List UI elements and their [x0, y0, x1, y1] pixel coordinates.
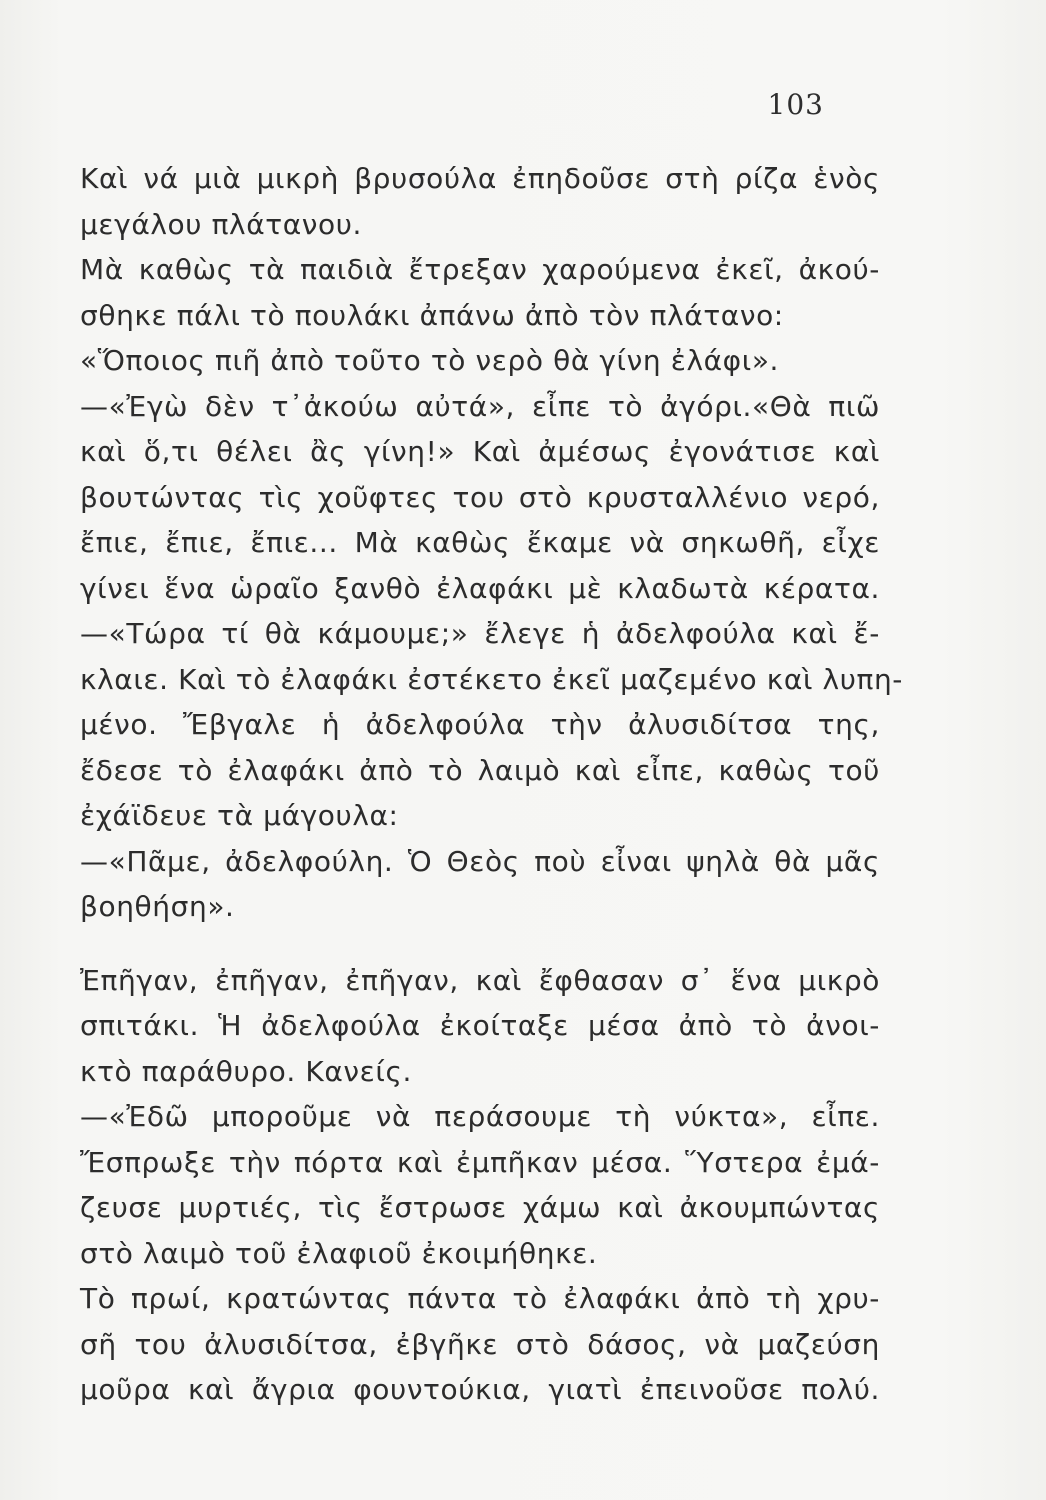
- text-line: Ἔσπρωξε τὴν πόρτα καὶ ἐμπῆκαν μέσα. Ὕστερα ἐμά-: [80, 1145, 880, 1179]
- text-line: Μὰ καθὼς τὰ παιδιὰ ἔτρεξαν χαρούμενα ἐκεῖ, ἀκού-: [80, 253, 880, 286]
- page-number: 103: [767, 88, 824, 121]
- text-line: ἔδεσε τὸ ἐλαφάκι ἀπὸ τὸ λαιμὸ καὶ εἶπε, καθὼς τοῦ: [80, 753, 880, 787]
- text-line: «Ὅποιος πιῆ ἀπὸ τοῦτο τὸ νερὸ θὰ γίνη ἐλάφι».: [80, 344, 780, 377]
- text-line: Τὸ πρωί, κρατώντας πάντα τὸ ἐλαφάκι ἀπὸ τὴ χρυ-: [80, 1282, 880, 1315]
- text-line: Καὶ νά μιὰ μικρὴ βρυσούλα ἐπηδοῦσε στὴ ρίζα ἑνὸς: [80, 162, 880, 195]
- text-line: κλαιε. Καὶ τὸ ἐλαφάκι ἐστέκετο ἐκεῖ μαζεμένο καὶ λυπη-: [80, 662, 904, 696]
- text-line: βουτώντας τὶς χοῦφτες του στὸ κρυσταλλένιο νερό,: [80, 480, 880, 514]
- body-text: [80, 156, 904, 1413]
- section-gap: [80, 930, 880, 958]
- text-line: καὶ ὅ,τι θέλει ἂς γίνη!» Καὶ ἀμέσως ἐγονάτισε καὶ: [80, 435, 880, 468]
- text-line: —«Πᾶμε, ἀδελφούλη. Ὁ Θεὸς ποὺ εἶναι ψηλὰ θὰ μᾶς: [80, 844, 880, 878]
- text-line: μένο. Ἔβγαλε ἡ ἀδελφούλα τὴν ἀλυσιδίτσα της,: [80, 708, 880, 741]
- text-line: —«Ἐγὼ δὲν τ᾿ἀκούω αὐτά», εἶπε τὸ ἀγόρι.«Θὰ πιῶ: [80, 389, 880, 423]
- text-line: ἐχάϊδευε τὰ μάγουλα:: [80, 799, 399, 832]
- text-line: ἔπιε, ἔπιε, ἔπιε... Μὰ καθὼς ἔκαμε νὰ σηκωθῆ, εἶχε: [80, 526, 880, 559]
- text-line: μοῦρα καὶ ἄγρια φουντούκια, γιατὶ ἐπεινοῦσε πολύ.: [80, 1373, 880, 1406]
- text-line: στὸ λαιμὸ τοῦ ἐλαφιοῦ ἐκοιμήθηκε.: [80, 1236, 598, 1270]
- text-line: μεγάλου πλάτανου.: [80, 207, 363, 241]
- text-line: σπιτάκι. Ἡ ἀδελφούλα ἐκοίταξε μέσα ἀπὸ τὸ ἀνοι-: [80, 1009, 880, 1042]
- text-line: κτὸ παράθυρο. Κανείς.: [80, 1054, 412, 1088]
- text-line: σθηκε πάλι τὸ πουλάκι ἀπάνω ἀπὸ τὸν πλάτανο:: [80, 298, 784, 332]
- text-line: Ἐπῆγαν, ἐπῆγαν, ἐπῆγαν, καὶ ἔφθασαν σ᾿ ἕνα μικρὸ: [80, 963, 880, 997]
- text-line: γίνει ἕνα ὡραῖο ξανθὸ ἐλαφάκι μὲ κλαδωτὰ κέρατα.: [80, 571, 880, 605]
- text-line: —«Τώρα τί θὰ κάμουμε;» ἔλεγε ἡ ἀδελφούλα καὶ ἔ-: [80, 617, 880, 650]
- text-line: ζευσε μυρτιές, τὶς ἔστρωσε χάμω καὶ ἀκουμπώντας: [80, 1191, 880, 1224]
- text-line: σῆ του ἀλυσιδίτσα, ἐβγῆκε στὸ δάσος, νὰ μαζεύση: [80, 1327, 880, 1361]
- text-line: βοηθήση».: [80, 890, 235, 923]
- text-line: —«Ἐδῶ μποροῦμε νὰ περάσουμε τὴ νύκτα», εἶπε.: [80, 1100, 880, 1133]
